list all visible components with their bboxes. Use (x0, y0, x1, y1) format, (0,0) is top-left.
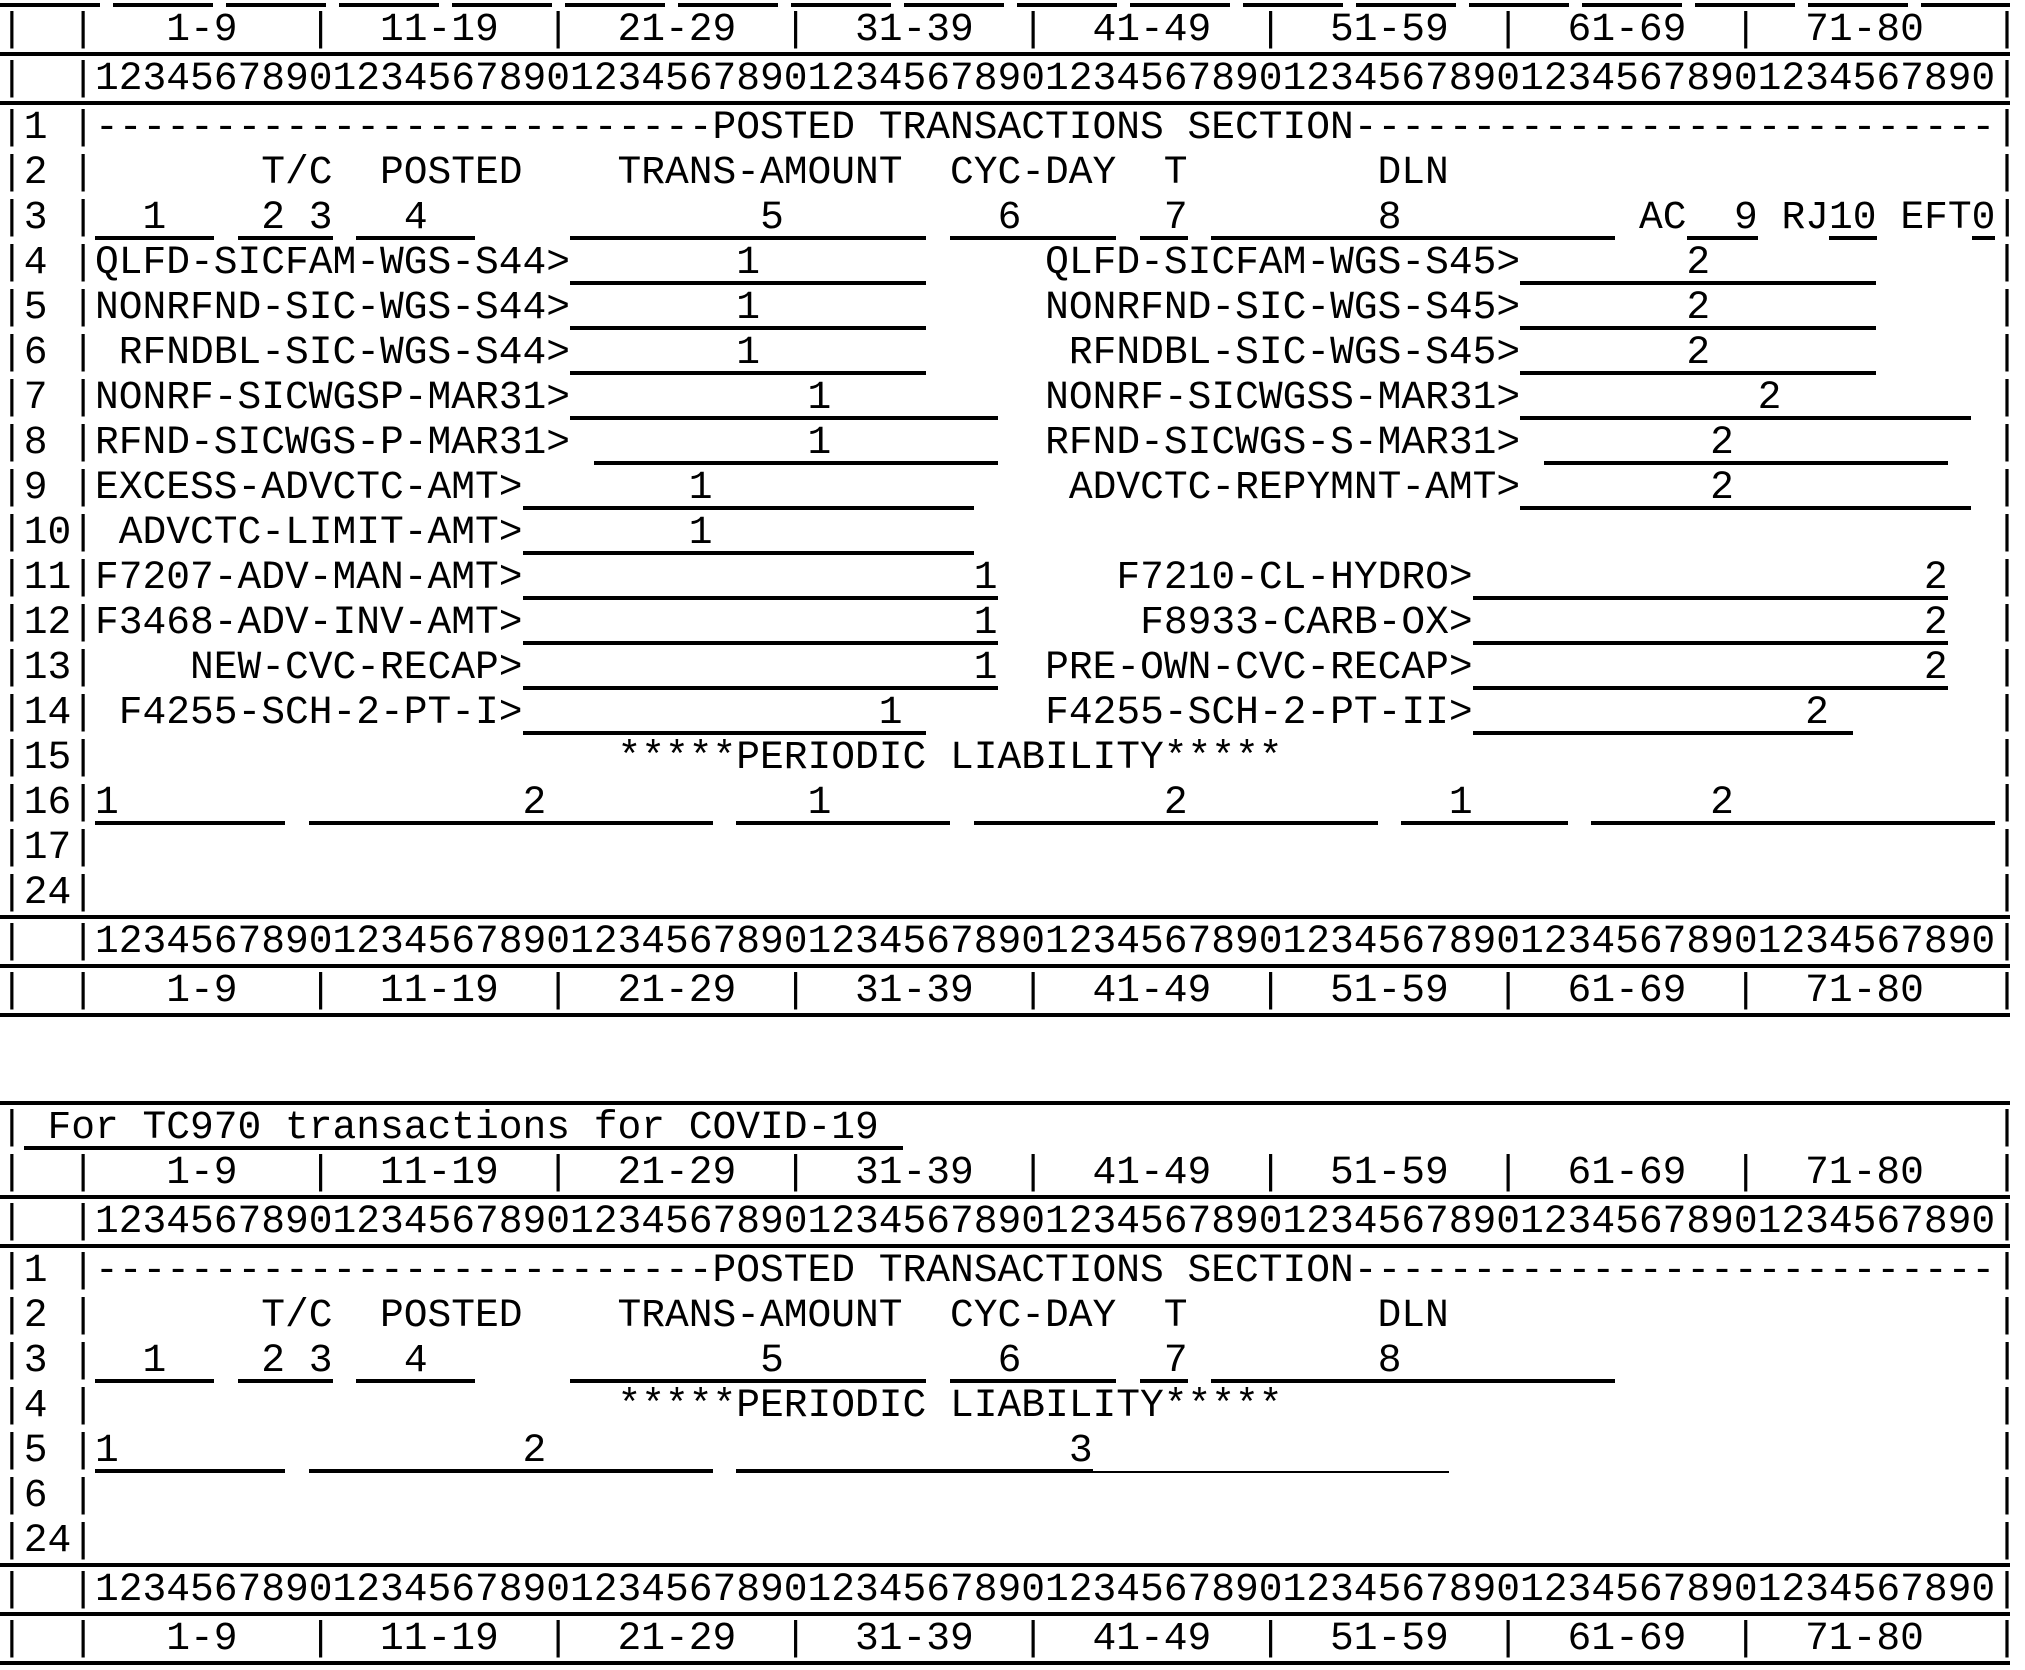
field-underline: 6 (950, 1338, 1117, 1383)
text-segment: |24| (0, 870, 96, 915)
tc970-covid19-layout-row-5-field-numbers (0, 1428, 2025, 1473)
field-underline: 2 (1591, 780, 1996, 825)
posted-transactions-layout-row-3-field-numbers (0, 195, 2025, 240)
text-segment (998, 420, 1046, 465)
text-segment: | (1995, 968, 2019, 1013)
text-segment: | | (0, 1199, 96, 1244)
text-segment (1520, 420, 1544, 465)
text-segment: | (1995, 1473, 2019, 1518)
posted-transactions-layout-bottom-border (0, 1013, 2010, 1017)
text-segment (713, 1428, 737, 1473)
text-segment: --------------------------POSTED TRANSACTIONS SECTION--------------------------- (95, 105, 1996, 150)
text-segment (1876, 330, 1995, 375)
text-segment: NONRFND-SIC-WGS-S44> (95, 285, 571, 330)
text-segment (475, 1338, 570, 1383)
field-underline: 1 (95, 1338, 214, 1383)
text-segment (974, 465, 1069, 510)
text-segment: | (1995, 870, 2019, 915)
text-segment: | (1995, 1150, 2019, 1195)
text-segment: T/C POSTED TRANS-AMOUNT CYC-DAY T DLN (95, 150, 1996, 195)
text-segment (926, 1338, 950, 1383)
text-segment: | | (0, 968, 96, 1013)
text-segment (1188, 195, 1212, 240)
text-segment (1853, 690, 1996, 735)
text-segment (570, 420, 594, 465)
field-underline: 3 (736, 1428, 1093, 1473)
text-segment: |15| (0, 735, 96, 780)
field-underline: 6 (950, 195, 1117, 240)
posted-transactions-layout-row-8 (0, 420, 2025, 465)
field-underline: 2 (1520, 465, 1972, 510)
text-segment: | | (0, 56, 96, 101)
text-segment: | (1995, 735, 2019, 780)
field-underline: 2 3 (237, 1338, 333, 1383)
text-segment (1449, 1428, 1995, 1473)
field-underline: 7 (1140, 195, 1188, 240)
text-segment: | (1995, 690, 2019, 735)
posted-transactions-layout-row-4 (0, 240, 2025, 285)
text-segment: | (1995, 150, 2019, 195)
posted-transactions-layout-ruler-header-bottom (0, 968, 2025, 1013)
text-segment (1948, 645, 1996, 690)
text-segment: |6 | (0, 1473, 96, 1518)
text-segment: |16| (0, 780, 96, 825)
text-segment: F4255-SCH-2-PT-II> (1045, 690, 1473, 735)
text-segment: | (1995, 1428, 2019, 1473)
text-segment: |3 | (0, 1338, 96, 1383)
posted-transactions-layout-row-14 (0, 690, 2025, 735)
field-underline: 2 (308, 1428, 713, 1473)
text-segment: AC (1638, 195, 1687, 240)
text-segment: | (1995, 1616, 2019, 1661)
text-segment: | (1995, 375, 2019, 420)
text-segment: |4 | (0, 240, 96, 285)
text-segment: | (1995, 645, 2019, 690)
text-segment: F3468-ADV-INV-AMT> (95, 600, 523, 645)
tc970-covid19-layout-row-6-empty (0, 1473, 2025, 1518)
text-segment: NONRF-SICWGSS-MAR31> (1045, 375, 1521, 420)
text-segment: | | (0, 919, 96, 964)
text-segment (1568, 780, 1592, 825)
text-segment (1615, 195, 1639, 240)
text-segment (950, 780, 974, 825)
text-segment (926, 240, 1045, 285)
field-underline: 1 (522, 510, 974, 555)
text-segment (95, 870, 1995, 915)
tc970-covid19-layout-ruler-header-bottom (0, 1616, 2025, 1661)
field-underline: 2 (1520, 285, 1877, 330)
posted-transactions-layout-row-12 (0, 600, 2025, 645)
text-segment: | (1995, 780, 2019, 825)
posted-transactions-layout-row-24-empty (0, 870, 2025, 915)
posted-transactions-layout-row-11 (0, 555, 2025, 600)
text-segment: | (1995, 105, 2019, 150)
field-underline: 2 3 (237, 195, 333, 240)
text-segment (926, 690, 1045, 735)
field-underline: 10 (1829, 195, 1877, 240)
text-segment (333, 1338, 357, 1383)
text-segment (926, 330, 1045, 375)
text-segment: RFNDBL-SIC-WGS-S45> (1045, 330, 1521, 375)
field-underline: 1 (570, 285, 927, 330)
field-underline: 2 (973, 780, 1378, 825)
text-segment (95, 1518, 1995, 1563)
text-segment: | (1995, 825, 2019, 870)
field-underline: 2 (1472, 690, 1853, 735)
field-underline: 0 (1971, 195, 1996, 240)
text-segment (1615, 1338, 1995, 1383)
text-segment: | (1995, 1383, 2019, 1428)
text-segment: |14| (0, 690, 96, 735)
field-underline: 4 (356, 1338, 476, 1383)
text-segment: | | (0, 7, 96, 52)
text-segment (214, 1338, 238, 1383)
text-segment (998, 645, 1046, 690)
text-segment: |1 | (0, 1248, 96, 1293)
text-segment (1758, 195, 1782, 240)
text-segment: | (0, 1105, 24, 1150)
text-segment: 1-9 | 11-19 | 21-29 | 31-39 | 41-49 | 51-59 | 61-69 | 71-80 (95, 968, 1996, 1013)
text-segment: | (1995, 1248, 2019, 1293)
text-segment: QLFD-SICFAM-WGS-S45> (1045, 240, 1521, 285)
text-segment: | (1995, 1518, 2019, 1563)
text-segment: | (1995, 1567, 2019, 1612)
text-segment: 1-9 | 11-19 | 21-29 | 31-39 | 41-49 | 51-59 | 61-69 | 71-80 (95, 1616, 1996, 1661)
text-segment (1948, 555, 1996, 600)
text-segment: 1-9 | 11-19 | 21-29 | 31-39 | 41-49 | 51-59 | 61-69 | 71-80 (95, 7, 1996, 52)
text-segment (998, 375, 1046, 420)
field-underline: 1 (522, 465, 974, 510)
field-underline: 7 (1140, 1338, 1188, 1383)
text-segment: |5 | (0, 285, 96, 330)
text-segment: | (1995, 510, 2019, 555)
field-underline: 2 (1472, 555, 1948, 600)
text-segment: |11| (0, 555, 96, 600)
text-segment: |5 | (0, 1428, 96, 1473)
posted-transactions-layout-row-17-empty (0, 825, 2025, 870)
text-segment (1877, 195, 1901, 240)
text-segment: *****PERIODIC LIABILITY***** (95, 1383, 1996, 1428)
tc970-covid19-layout-row-24-empty (0, 1518, 2025, 1563)
text-segment: |2 | (0, 150, 96, 195)
text-segment: | (1995, 7, 2019, 52)
text-segment (285, 780, 309, 825)
field-underline: 1 (95, 780, 286, 825)
text-segment: QLFD-SICFAM-WGS-S44> (95, 240, 571, 285)
text-segment (1876, 285, 1995, 330)
field-underline: 1 (570, 375, 998, 420)
text-segment (285, 1428, 309, 1473)
text-segment: | (1995, 465, 2019, 510)
text-segment: RJ (1781, 195, 1830, 240)
posted-transactions-layout-row-6 (0, 330, 2025, 375)
field-underline: 4 (356, 195, 476, 240)
text-segment (713, 780, 737, 825)
tc970-covid19-layout-bottom-border (0, 1661, 2010, 1665)
field-underline: 2 (1520, 375, 1972, 420)
text-segment: *****PERIODIC LIABILITY***** (95, 735, 1996, 780)
text-segment (903, 1105, 1996, 1150)
tc970-covid19-layout-row-3-field-numbers (0, 1338, 2025, 1383)
posted-transactions-layout-row-10 (0, 510, 2025, 555)
posted-transactions-layout-row-7 (0, 375, 2025, 420)
text-segment (95, 825, 1995, 870)
field-underline: 1 (1401, 780, 1568, 825)
text-segment: |6 | (0, 330, 96, 375)
text-segment: | (1995, 420, 2019, 465)
text-segment: F4255-SCH-2-PT-I> (95, 690, 523, 735)
text-segment: F7207-ADV-MAN-AMT> (95, 555, 523, 600)
field-underline: 2 (1543, 420, 1948, 465)
text-segment: | (1995, 600, 2019, 645)
text-segment: ADVCTC-LIMIT-AMT> (95, 510, 523, 555)
text-segment (214, 195, 238, 240)
text-segment: T/C POSTED TRANS-AMOUNT CYC-DAY T DLN (95, 1293, 1996, 1338)
text-segment: |13| (0, 645, 96, 690)
posted-transactions-layout-row-5 (0, 285, 2025, 330)
tc970-covid19-layout-table-title (0, 1105, 2025, 1150)
text-segment (1188, 1338, 1212, 1383)
text-segment (998, 600, 1141, 645)
field-underline: 1 (736, 780, 951, 825)
field-underline: 1 (522, 600, 998, 645)
text-segment: |4 | (0, 1383, 96, 1428)
posted-transactions-layout-ruler-digits-bottom (0, 919, 2025, 964)
text-segment: RFND-SICWGS-P-MAR31> (95, 420, 571, 465)
posted-transactions-layout-row-15-periodic-liability (0, 735, 2025, 780)
text-segment: | | (0, 1150, 96, 1195)
field-underline: For TC970 transactions for COVID-19 (23, 1105, 903, 1150)
tc970-covid19-layout-row-4-periodic-liability (0, 1383, 2025, 1428)
field-underline: 8 (1211, 1338, 1616, 1383)
text-segment (1971, 375, 1995, 420)
text-segment: EXCESS-ADVCTC-AMT> (95, 465, 523, 510)
text-segment: 12345678901234567890123456789012345678901234567890123456789012345678901234567890 (95, 1567, 1996, 1612)
text-segment: RFND-SICWGS-S-MAR31> (1045, 420, 1521, 465)
field-underline: 5 (570, 195, 927, 240)
text-segment: | (1995, 1293, 2019, 1338)
text-segment: |2 | (0, 1293, 96, 1338)
text-segment: PRE-OWN-CVC-RECAP> (1045, 645, 1473, 690)
text-segment: ADVCTC-REPYMNT-AMT> (1068, 465, 1521, 510)
text-segment (475, 195, 570, 240)
text-segment: |24| (0, 1518, 96, 1563)
text-segment: | (1995, 555, 2019, 600)
text-segment: | (1995, 1105, 2019, 1150)
text-segment: | (1995, 285, 2019, 330)
text-segment: NEW-CVC-RECAP> (95, 645, 523, 690)
text-segment: NONRF-SICWGSP-MAR31> (95, 375, 571, 420)
tc970-covid19-layout (0, 1101, 2025, 1665)
text-segment: 1-9 | 11-19 | 21-29 | 31-39 | 41-49 | 51-59 | 61-69 | 71-80 (95, 1150, 1996, 1195)
posted-transactions-layout-row-13 (0, 645, 2025, 690)
field-underline: 1 (95, 1428, 286, 1473)
text-segment (926, 195, 950, 240)
field-underline: 1 (522, 555, 998, 600)
tc970-covid19-layout-ruler-digits-top (0, 1199, 2025, 1244)
text-segment (1948, 420, 1996, 465)
text-segment: | (1995, 330, 2019, 375)
text-segment: |3 | (0, 195, 96, 240)
text-segment (998, 555, 1117, 600)
text-segment: --------------------------POSTED TRANSACTIONS SECTION--------------------------- (95, 1248, 1996, 1293)
text-segment: NONRFND-SIC-WGS-S45> (1045, 285, 1521, 330)
field-underline: 8 (1211, 195, 1616, 240)
posted-transactions-layout-ruler-digits-top (0, 56, 2025, 101)
posted-transactions-layout-ruler-header-top (0, 7, 2025, 52)
text-segment (974, 510, 1995, 555)
text-segment: |1 | (0, 105, 96, 150)
text-segment (1378, 780, 1402, 825)
field-underline: 9 (1686, 195, 1758, 240)
field-underline: 2 (1472, 600, 1948, 645)
text-segment: | | (0, 1567, 96, 1612)
text-segment (1116, 195, 1140, 240)
text-segment (333, 195, 357, 240)
text-segment (1948, 600, 1996, 645)
field-underline: 2 (1520, 330, 1877, 375)
field-underline: 1 (95, 195, 214, 240)
field-underline: 2 (1520, 240, 1877, 285)
text-segment (926, 285, 1045, 330)
field-underline-thin (1093, 1428, 1449, 1473)
text-segment: | (1995, 919, 2019, 964)
field-underline: 2 (308, 780, 713, 825)
text-segment (1876, 240, 1995, 285)
field-underline: 1 (570, 240, 927, 285)
text-segment: | (1995, 240, 2019, 285)
tc970-covid19-layout-row-2-column-headers (0, 1293, 2025, 1338)
tc970-covid19-layout-row-1-section-title (0, 1248, 2025, 1293)
tc970-covid19-layout-ruler-digits-bottom (0, 1567, 2025, 1612)
text-segment: EFT (1900, 195, 1972, 240)
text-segment: F8933-CARB-OX> (1140, 600, 1473, 645)
text-segment: |7 | (0, 375, 96, 420)
posted-transactions-layout-row-2-column-headers (0, 150, 2025, 195)
text-segment: | | (0, 1616, 96, 1661)
posted-transactions-layout (0, 3, 2025, 1017)
text-segment: | (1995, 1199, 2019, 1244)
text-segment: |8 | (0, 420, 96, 465)
posted-transactions-layout-row-16-field-numbers (0, 780, 2025, 825)
text-segment (95, 1473, 1995, 1518)
field-underline: 1 (522, 690, 927, 735)
text-segment: 12345678901234567890123456789012345678901234567890123456789012345678901234567890 (95, 1199, 1996, 1244)
text-segment (1971, 465, 1995, 510)
posted-transactions-layout-row-1-section-title (0, 105, 2025, 150)
text-segment (1116, 1338, 1140, 1383)
text-segment: |9 | (0, 465, 96, 510)
field-underline: 1 (570, 330, 927, 375)
field-underline: 2 (1472, 645, 1948, 690)
text-segment: |10| (0, 510, 96, 555)
text-segment: | (1995, 56, 2019, 101)
tc970-covid19-layout-ruler-header-top (0, 1150, 2025, 1195)
field-underline: 5 (570, 1338, 927, 1383)
text-segment: 12345678901234567890123456789012345678901234567890123456789012345678901234567890 (95, 919, 1996, 964)
field-underline: 1 (593, 420, 998, 465)
text-segment: F7210-CL-HYDRO> (1116, 555, 1473, 600)
field-underline: 1 (522, 645, 998, 690)
text-segment: | (1995, 1338, 2019, 1383)
text-segment: | (1995, 195, 2020, 240)
text-segment: 12345678901234567890123456789012345678901234567890123456789012345678901234567890 (95, 56, 1996, 101)
text-segment: |12| (0, 600, 96, 645)
text-segment: |17| (0, 825, 96, 870)
text-segment: RFNDBL-SIC-WGS-S44> (95, 330, 571, 375)
posted-transactions-layout-row-9 (0, 465, 2025, 510)
